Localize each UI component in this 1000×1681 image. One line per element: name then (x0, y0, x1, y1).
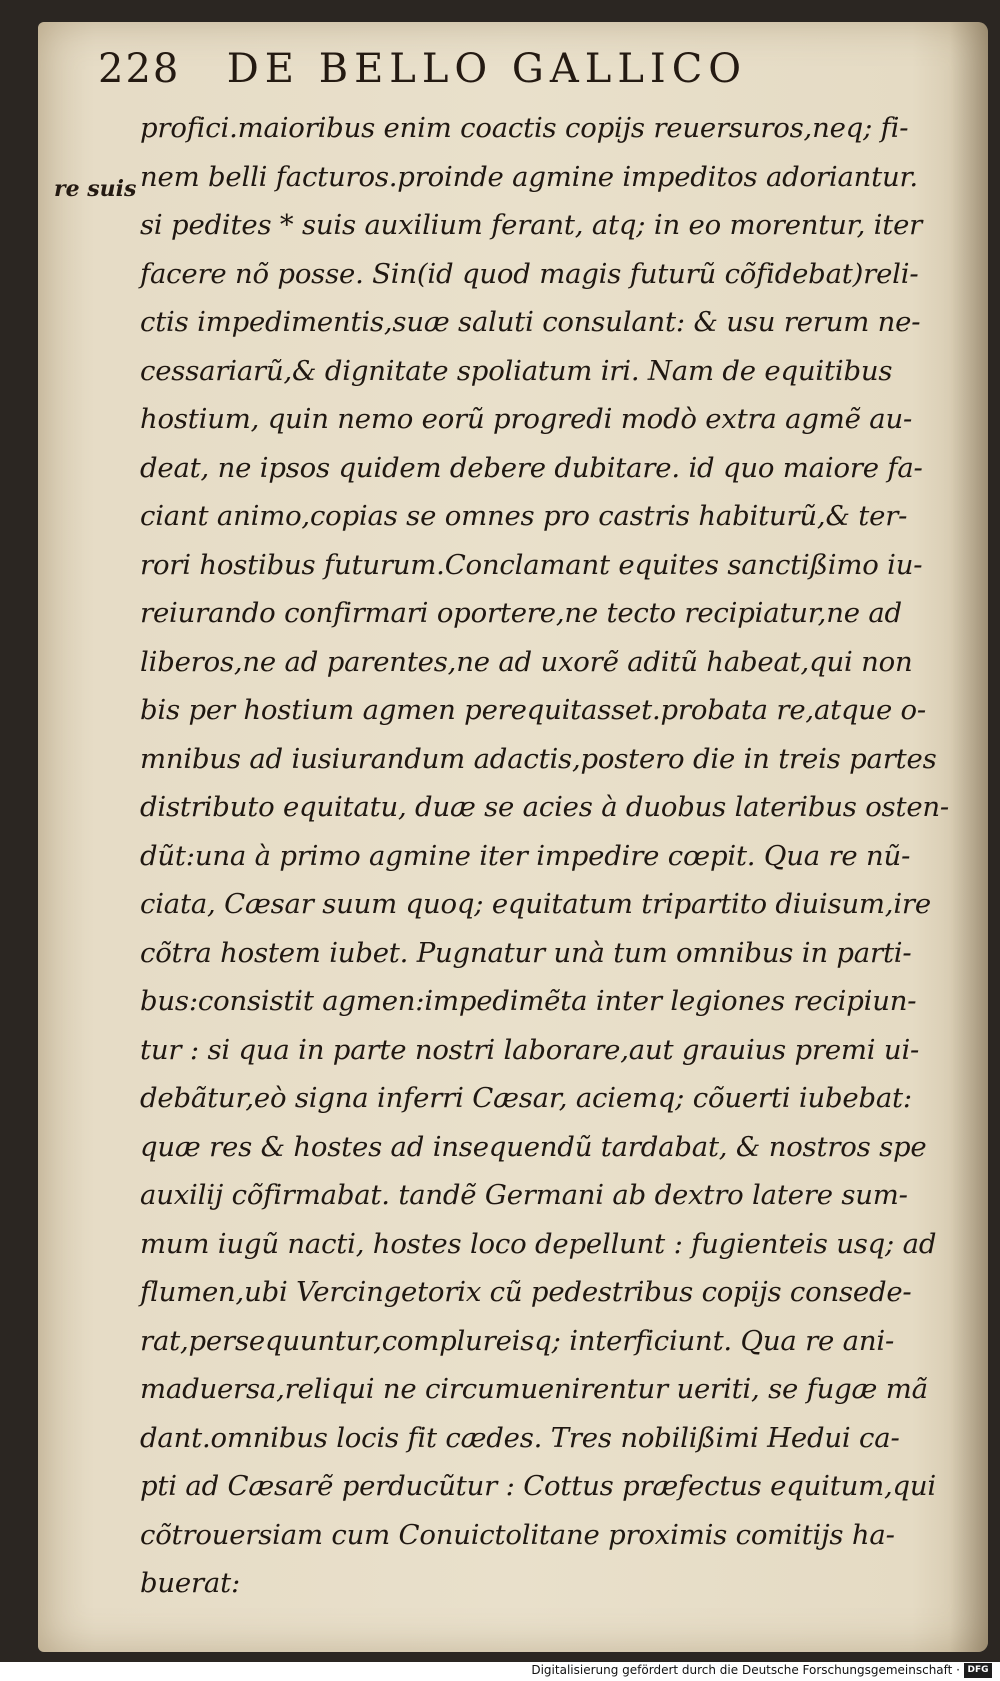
text-line: debãtur,eò signa inferri Cæsar, aciemq; cõuerti iubebat: (140, 1082, 912, 1114)
text-line: auxilij cõfirmabat. tandẽ Germani ab dextro latere sum- (140, 1179, 908, 1211)
text-line: buerat: (140, 1567, 241, 1599)
text-line: pti ad Cæsarẽ perducũtur : Cottus præfectus equitum,qui (140, 1470, 937, 1502)
text-line: hostium, quin nemo eorũ progredi modò extra agmẽ au- (140, 403, 913, 435)
text-line: mum iugũ nacti, hostes loco depellunt : fugienteis usq; ad (140, 1227, 937, 1260)
body-text (140, 104, 950, 1608)
text-line: dũt:una à primo agmine iter impedire cœpit. Qua re nũ- (140, 839, 911, 872)
page-number: 228 (98, 46, 181, 92)
dfg-logo: DFG (964, 1663, 992, 1678)
text-line: ciant animo,copias se omnes pro castris habiturũ,& ter- (140, 500, 908, 532)
text-line: tur : si qua in parte nostri laborare,aut grauius premi ui- (140, 1033, 920, 1066)
text-line: profici.maioribus enim coactis copijs reuersuros,neq; fi- (140, 112, 909, 144)
page-header (98, 46, 858, 104)
text-line: cessariarũ,& dignitate spoliatum iri. Nam de equitibus (140, 354, 893, 387)
text-line: ctis impedimentis,suæ saluti consulant: & usu rerum ne- (140, 306, 921, 338)
text-line: quæ res & hostes ad insequendũ tardabat, & nostros spe (140, 1130, 927, 1163)
text-line: distributo equitatu, duæ se acies à duobus lateribus osten- (140, 791, 949, 823)
text-line: rat,persequuntur,complureisq; interficiunt. Qua re ani- (140, 1324, 895, 1357)
text-line: flumen,ubi Vercingetorix cũ pedestribus copijs consede- (140, 1276, 912, 1308)
text-line: facere nõ posse. Sin(id quod magis futurũ cõfidebat)reli- (140, 257, 919, 290)
footer-credit: Digitalisierung gefördert durch die Deutsche Forschungsgemeinschaft · (531, 1663, 960, 1677)
text-line: liberos,ne ad parentes,ne ad uxorẽ aditũ habeat,qui non (140, 645, 913, 678)
text-line: ciata, Cæsar suum quoq; equitatum tripartito diuisum,ire (140, 888, 931, 920)
text-line: deat, ne ipsos quidem debere dubitare. id quo maiore fa- (140, 451, 923, 484)
text-line: rori hostibus futurum.Conclamant equites sanctißimo iu- (140, 548, 923, 581)
text-line: cõtra hostem iubet. Pugnatur unà tum omnibus in parti- (140, 936, 912, 969)
page-edge-shadow (950, 22, 988, 1652)
text-line: maduersa,reliqui ne circumuenirentur ueriti, se fugæ mã (140, 1373, 928, 1405)
text-line: si pedites * suis auxilium ferant, atq; in eo morentur, iter (140, 209, 923, 241)
text-line: bus:consistit agmen:impedimẽta inter legiones recipiun- (140, 985, 917, 1017)
text-line: mnibus ad iusiurandum adactis,postero die in treis partes (140, 742, 937, 775)
text-line: nem belli facturos.proinde agmine impeditos adoriantur. (140, 160, 918, 193)
margin-note: re suis (54, 176, 137, 202)
text-line: reiurando confirmari oportere,ne tecto recipiatur,ne ad (140, 597, 902, 629)
running-title: DE BELLO GALLICO (226, 46, 748, 92)
text-line: bis per hostium agmen perequitasset.probata re,atque o- (140, 694, 927, 726)
text-line: cõtrouersiam cum Conuictolitane proximis comitijs ha- (140, 1518, 895, 1551)
text-line: dant.omnibus locis fit cædes. Tres nobilißimi Hedui ca- (140, 1421, 900, 1454)
